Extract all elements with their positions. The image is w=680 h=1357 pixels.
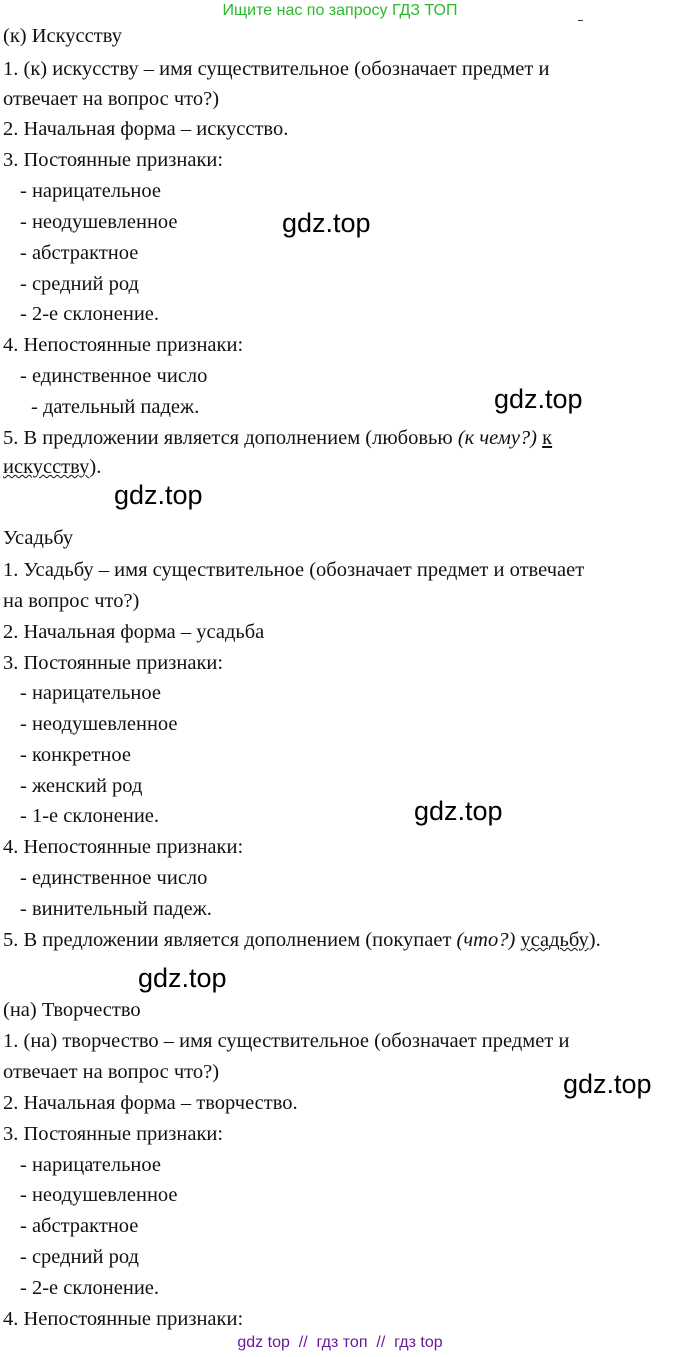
s1-feature-4: - средний род: [20, 273, 139, 295]
s1-constant-features-heading: 3. Постоянные признаки:: [3, 149, 224, 171]
s3-feature-3: - абстрактное: [20, 1215, 139, 1237]
s2-feature-4: - женский род: [20, 775, 143, 797]
footer-links-banner[interactable]: gdz top // гдз топ // гдз top: [237, 1334, 443, 1351]
watermark-1: gdz.top: [282, 208, 371, 238]
s2-variable-2: - винительный падеж.: [20, 898, 212, 920]
s1-object-word: искусству: [3, 456, 90, 478]
s1-feature-5: - 2-е склонение.: [20, 303, 160, 325]
watermark-2: gdz.top: [494, 384, 583, 414]
s2-feature-3: - конкретное: [20, 744, 131, 766]
s1-variable-features-heading: 4. Непостоянные признаки:: [3, 334, 244, 356]
s2-line-2: на вопрос что?): [3, 590, 140, 612]
s2-feature-2: - неодушевленное: [20, 713, 178, 735]
s1-feature-2: - неодушевленное: [20, 211, 178, 233]
s2-variable-1: - единственное число: [20, 867, 208, 889]
s2-variable-features-heading: 4. Непостоянные признаки:: [3, 836, 244, 858]
s1-sentence-role: [3, 426, 552, 450]
s1-feature-1: - нарицательное: [20, 180, 161, 202]
s3-line-1: 1. (на) творчество – имя существительное (обозначает предмет и: [3, 1030, 570, 1052]
word-title-iskusstvu: (к) Искусству: [3, 25, 122, 47]
s3-constant-features-heading: 3. Постоянные признаки:: [3, 1123, 224, 1145]
s1-sentence-role-cont: [3, 455, 101, 479]
word-title-tvorchestvo: (на) Творчество: [3, 999, 141, 1021]
s2-role-end: ).: [588, 929, 601, 951]
scan-speck: [578, 20, 583, 21]
s3-initial-form: 2. Начальная форма – творчество.: [3, 1092, 298, 1114]
watermark-3: gdz.top: [114, 480, 203, 510]
search-banner[interactable]: Ищите нас по запросу ГДЗ ТОП: [222, 2, 458, 19]
s1-line-2: отвечает на вопрос что?): [3, 88, 220, 110]
s3-feature-5: - 2-е склонение.: [20, 1277, 160, 1299]
s2-feature-5: - 1-е склонение.: [20, 805, 160, 827]
s1-role-end: ).: [89, 456, 102, 478]
s2-constant-features-heading: 3. Постоянные признаки:: [3, 652, 224, 674]
s2-feature-1: - нарицательное: [20, 682, 161, 704]
s2-question: (что?): [456, 929, 516, 951]
s2-line-1: 1. Усадьбу – имя существительное (обозначает предмет и отвечает: [3, 559, 585, 581]
watermark-5: gdz.top: [138, 963, 227, 993]
watermark-4: gdz.top: [414, 796, 503, 826]
s1-feature-3: - абстрактное: [20, 242, 139, 264]
s2-initial-form: 2. Начальная форма – усадьба: [3, 621, 265, 643]
s1-initial-form: 2. Начальная форма – искусство.: [3, 118, 289, 140]
s1-variable-1: - единственное число: [20, 365, 208, 387]
s1-variable-2: - дательный падеж.: [31, 396, 200, 418]
s2-role-text: 5. В предложении является дополнением (покупает: [3, 929, 452, 951]
s3-feature-4: - средний род: [20, 1246, 139, 1268]
s1-question: (к чему?): [457, 427, 537, 449]
s1-object-preposition: к: [542, 427, 553, 449]
word-title-usadbu: Усадьбу: [3, 527, 74, 549]
watermark-6: gdz.top: [563, 1069, 652, 1099]
s3-variable-features-heading: 4. Непостоянные признаки:: [3, 1308, 244, 1330]
s3-line-2: отвечает на вопрос что?): [3, 1061, 220, 1083]
s3-feature-2: - неодушевленное: [20, 1184, 178, 1206]
s2-sentence-role: [3, 928, 601, 952]
s1-line-1: 1. (к) искусству – имя существительное (обозначает предмет и: [3, 58, 550, 80]
s3-feature-1: - нарицательное: [20, 1154, 161, 1176]
s2-object-word: усадьбу: [520, 929, 589, 951]
s1-role-text: 5. В предложении является дополнением (любовью: [3, 427, 453, 449]
